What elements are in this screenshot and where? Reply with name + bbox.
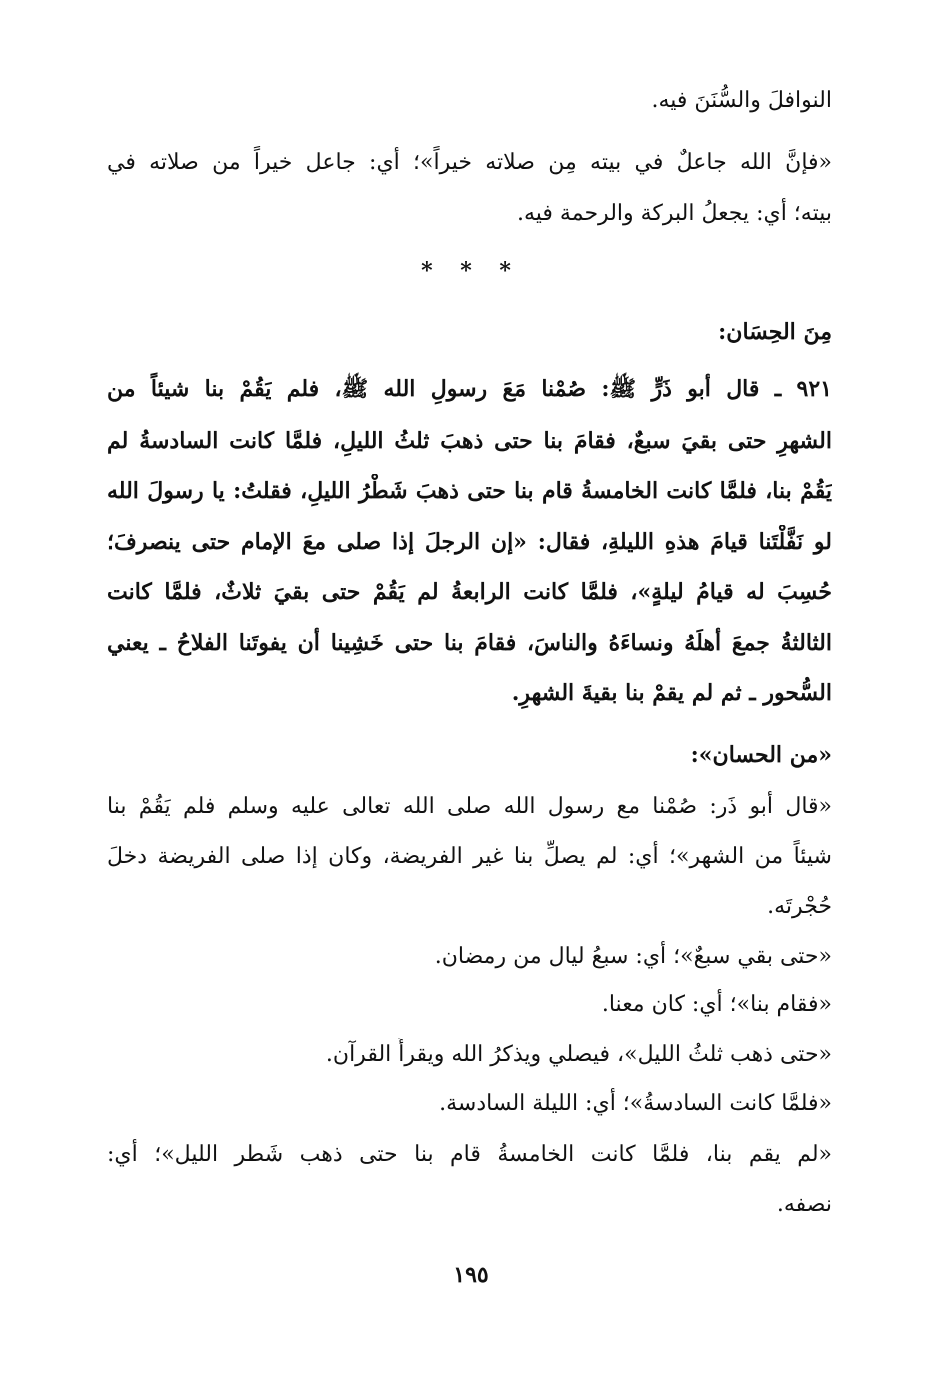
hadith-line-4: لو نَفَّلْتَنا قيامَ هذهِ الليلةِ، فقال: «إن الرجلَ إذا صلى معَ الإمام حتى ينصرفَ؛ bbox=[107, 529, 832, 555]
commentary-line-2: شيئاً من الشهر»؛ أي: لم يصلِّ بنا غير الفريضة، وكان إذا صلى الفريضة دخلَ bbox=[107, 844, 832, 869]
section-separator: * * * bbox=[421, 258, 521, 284]
commentary-line-8: «لم يقم بنا، فلمَّا كانت الخامسةُ قام بنا حتى ذهب شَطر الليل»؛ أي: bbox=[107, 1142, 832, 1167]
section-heading: مِنَ الحِسَان: bbox=[718, 319, 832, 345]
commentary-line-7: «فلمَّا كانت السادسةُ»؛ أي: الليلة السادسة. bbox=[439, 1091, 832, 1116]
hadith-line-1: ٩٢١ ـ قال أبو ذَرٍّ ﷺ: صُمْنا مَعَ رسولِ الله ﷺ، فلم يَقُمْ بنا شيئاً من bbox=[107, 376, 832, 402]
text-line-1: النوافلَ والسُّنَنَ فيه. bbox=[651, 88, 832, 113]
hadith-line-6: الثالثةُ جمعَ أهلَهُ ونساءَهُ والناسَ، فقامَ بنا حتى خَشِينا أن يفوتَنا الفلاحُ ـ يعني bbox=[107, 630, 832, 656]
text-line-2: «فإنَّ الله جاعلٌ في بيته مِن صلاته خيراً»؛ أي: جاعل خيراً من صلاته في bbox=[107, 150, 832, 175]
text-line-3: بيته؛ أي: يجعلُ البركة والرحمة فيه. bbox=[517, 201, 832, 226]
hadith-line-7: السُّحور ـ ثم لم يقمْ بنا بقيةَ الشهرِ. bbox=[511, 680, 832, 706]
hadith-line-5: حُسِبَ له قيامُ ليلةٍ»، فلمَّا كانت الرابعةُ لم يَقُمْ حتى بقيَ ثلاثٌ، فلمَّا كانت bbox=[107, 579, 832, 605]
commentary-heading: «من الحسان»: bbox=[690, 742, 832, 768]
hadith-line-2: الشهرِ حتى بقيَ سبعٌ، فقامَ بنا حتى ذهبَ ثلثُ الليلِ، فلمَّا كانت السادسةُ لم bbox=[107, 428, 832, 454]
commentary-line-5: «فقام بنا»؛ أي: كان معنا. bbox=[601, 992, 832, 1017]
commentary-line-4: «حتى بقي سبعٌ»؛ أي: سبعُ ليال من رمضان. bbox=[434, 944, 832, 969]
commentary-line-6: «حتى ذهب ثلثُ الليل»، فيصلي ويذكرُ الله ويقرأُ القرآن. bbox=[325, 1042, 832, 1067]
commentary-line-9: نصفه. bbox=[776, 1192, 832, 1217]
commentary-line-3: حُجْرتَه. bbox=[767, 894, 832, 919]
commentary-line-1: «قال أبو ذَر: صُمْنا مع رسول الله صلى الله تعالى عليه وسلم فلم يَقُمْ بنا bbox=[107, 794, 832, 819]
hadith-line-3: يَقُمْ بنا، فلمَّا كانت الخامسةُ قام بنا حتى ذهبَ شَطْرُ الليلِ، فقلتُ: يا رسولَ الله bbox=[107, 478, 832, 504]
page-number: ١٩٥ bbox=[453, 1262, 489, 1288]
